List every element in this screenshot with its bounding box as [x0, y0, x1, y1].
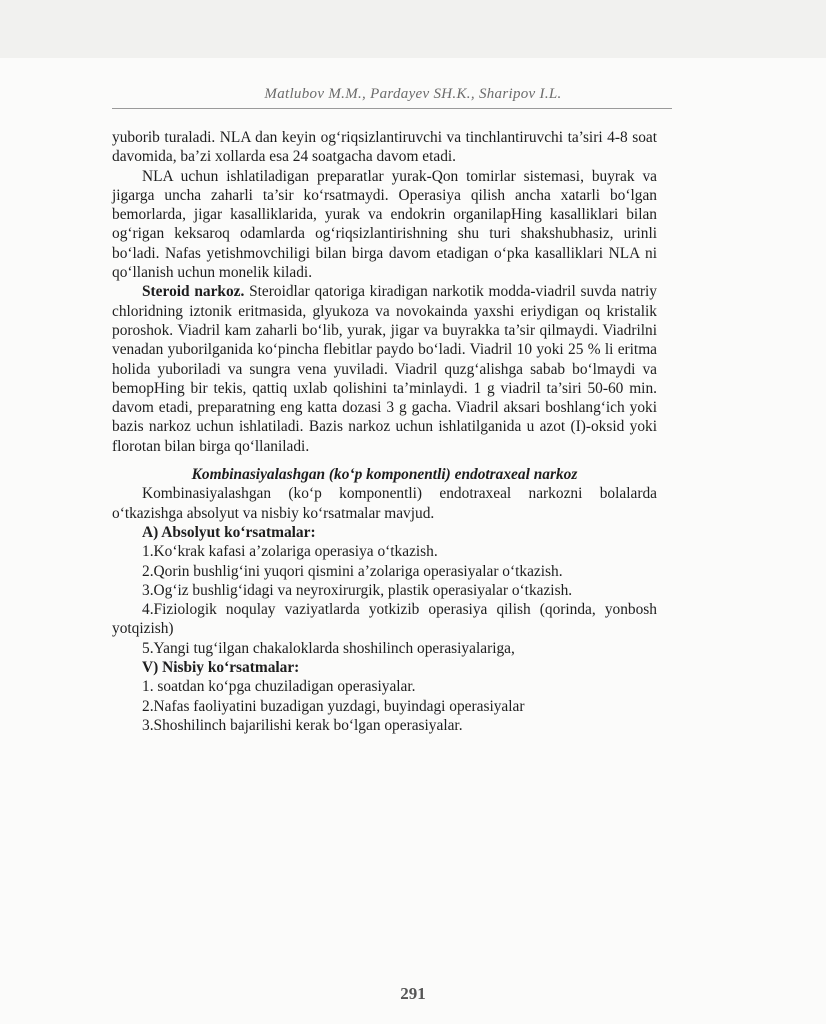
relative-item-1: 1. soatdan ko‘pga chuziladigan operasiyalar.	[142, 678, 416, 696]
absolute-item-4	[112, 600, 657, 639]
paragraph-2: NLA uchun ishlatiladigan preparatlar yurak-Qon tomirlar sistemasi, buyrak va jigarga uncha zaharli ta’sir ko‘rsatmaydi. Operasiya qilish ancha xatarli bo‘lgan bemorlarda, jigar kasalliklarida, yurak va endokrin organilapHing kasalliklari bilan og‘rigan keksaroq odamlarda og‘riqsizlantirishning shu turi shakshubhasiz, urinli bo‘ladi. Nafas yetishmovchiligi bilan birga davom etadigan o‘pka kasalliklari NLA ni qo‘llanish uchun monelik kiladi.	[112, 167, 657, 282]
header-rule	[112, 108, 672, 109]
absolute-item-5: 5.Yangi tug‘ilgan chakaloklarda shoshilinch operasiyalariga,	[142, 639, 515, 657]
steroid-text: Steroidlar qatoriga kiradigan narkotik modda-viadril suvda natriy chloridning iztonik eritmasida, glyukoza va novokainda yaxshi eriydigan oq kristalik poroshok. Viadril kam zaharli bo‘lib, yurak, jigar va buyrakka ta’sir qilmaydi. Viadrilni venadan yuborilganida ko‘pincha flebitlar paydo bo‘ladi. Viadril 10 yoki 25 % li eritma holida yuboriladi va sungra vena yuviladi. Viadril quzg‘alishga sabab bo‘lmaydi va bemopHing bir tekis, qattiq uxlab qolishini ta’minlaydi. 1 g viadril ta’siri 50-60 min. davom etadi, preparatning eng katta dozasi 3 g gacha. Viadril aksari boshlang‘ich yoki bazis narkoz uchun ishlatiladi. Bazis narkoz uchun ishlatilganida u azot (I)-oksid yoki florotan bilan birga qo‘llaniladi.	[112, 283, 657, 455]
absolute-item-2: 2.Qorin bushlig‘ini yuqori qismini a’zolariga operasiyalar o‘tkazish.	[142, 562, 563, 580]
paragraph-intro: Kombinasiyalashgan (ko‘p komponentli) endotraxeal narkozni bolalarda o‘tkazishga absolyut va nisbiy ko‘rsatmalar mavjud.	[112, 485, 657, 522]
running-header: Matlubov M.M., Pardayev SH.K., Sharipov I.L.	[264, 86, 562, 102]
absolute-item-3-text: 3.Og‘iz bushlig‘idagi va neyroxirurgik, plastik operasiyalar o‘tkazish.	[142, 581, 573, 599]
absolute-item-4-text: 4.Fiziologik noqulay vaziyatlarda yotkizib operasiya qilish (qorinda, yonbosh yotqizish)	[112, 601, 657, 638]
page-number: 291	[400, 984, 426, 1003]
scan-top-shade	[0, 0, 826, 58]
relative-item-3: 3.Shoshilinch bajarilishi kerak bo‘lgan operasiyalar.	[142, 716, 463, 734]
paragraph-1: yuborib turaladi. NLA dan keyin og‘riqsizlantiruvchi va tinchlantiruvchi ta’siri 4-8 soat davomida, ba’zi xollarda esa 24 soatgacha davom etadi.	[112, 129, 657, 166]
section-title: Kombinasiyalashgan (ko‘p komponentli) endotraxeal narkoz	[191, 466, 578, 484]
absolute-indications-title: A) Absolyut ko‘rsatmalar:	[142, 523, 316, 541]
relative-item-2: 2.Nafas faoliyatini buzadigan yuzdagi, buyindagi operasiyalar	[142, 697, 525, 715]
page-body	[112, 128, 657, 735]
steroid-heading: Steroid narkoz.	[142, 283, 245, 301]
absolute-item-3	[112, 581, 657, 600]
paragraph-steroid	[112, 282, 657, 456]
absolute-item-1: 1.Ko‘krak kafasi a’zolariga operasiya o‘tkazish.	[142, 543, 438, 561]
relative-indications-title: V) Nisbiy ko‘rsatmalar:	[142, 659, 300, 677]
